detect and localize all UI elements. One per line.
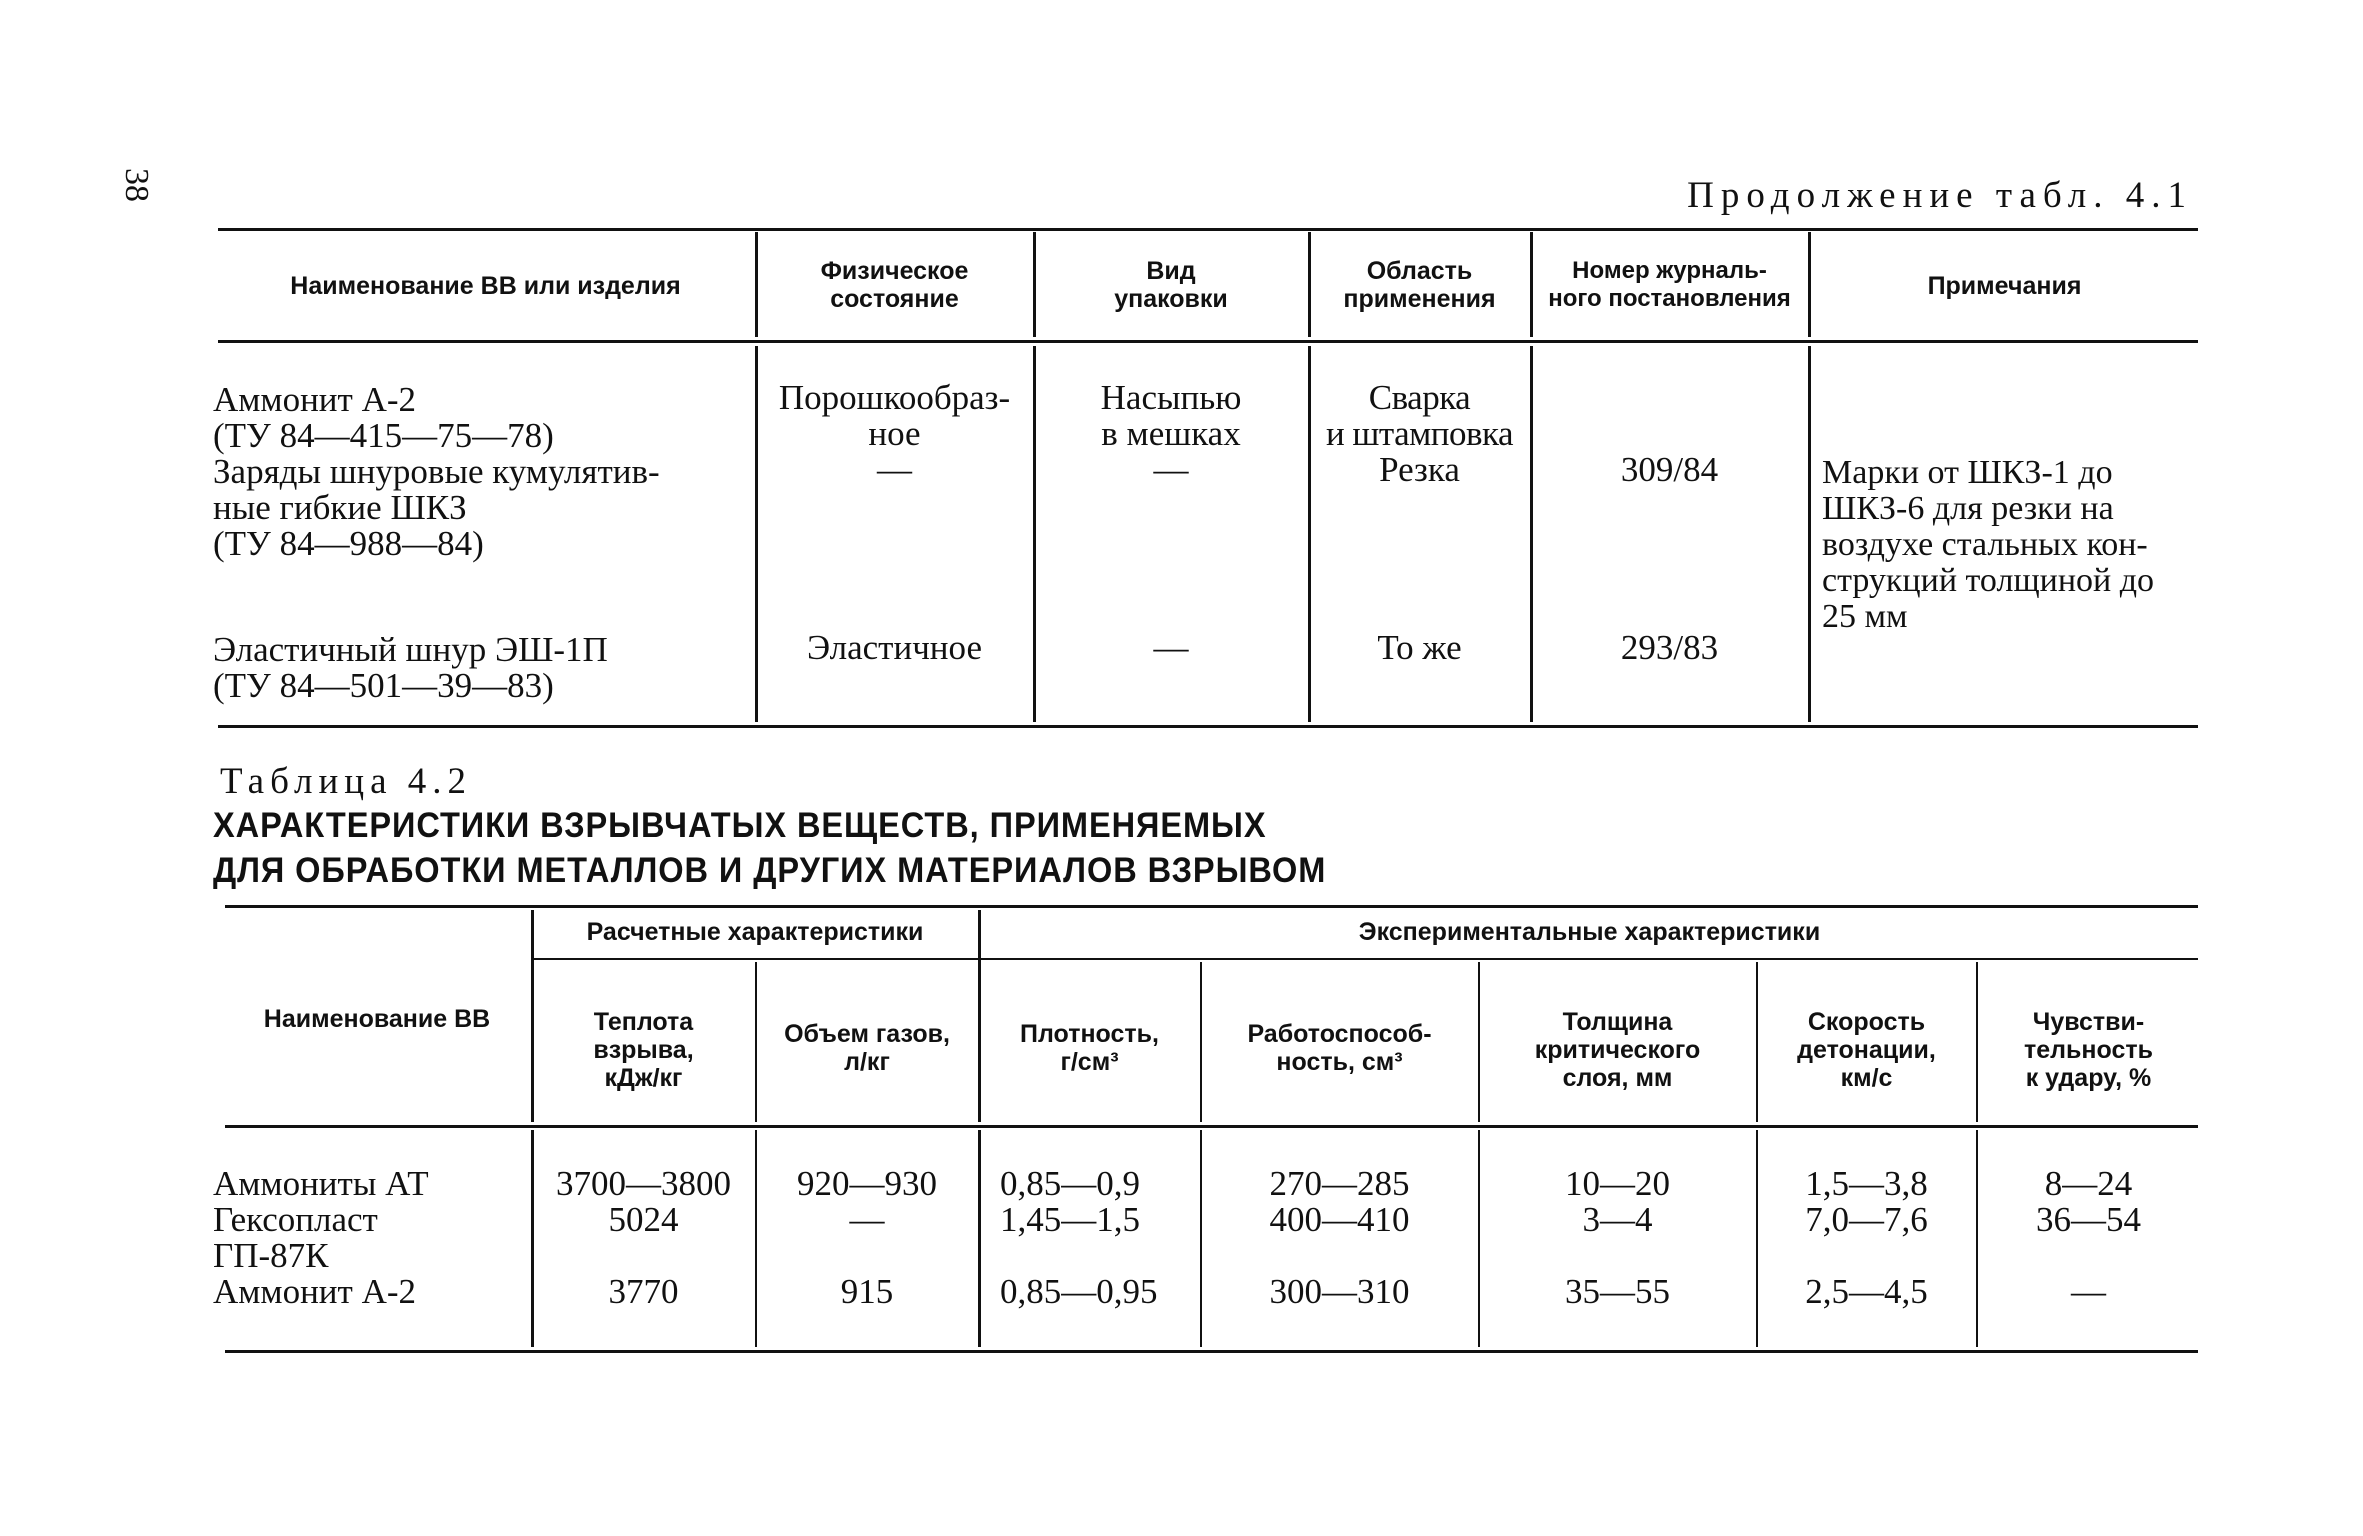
header-critical-layer: Толщина критического слоя, мм	[1534, 1008, 1701, 1092]
col-divider	[978, 1130, 981, 1347]
header-journal-number	[1533, 257, 1806, 313]
cell-work-capacity: 270—285	[1269, 1164, 1410, 1203]
cell-packaging: Насыпью в мешках	[1100, 378, 1242, 453]
cell-notes: Марки от ШКЗ-1 до ШКЗ-6 для резки на воздухе стальных кон- струкций толщиной до 25 мм	[1822, 454, 2155, 635]
table-caption: Таблица 4.2	[220, 761, 472, 802]
cell-explosion-heat: 3770	[608, 1272, 679, 1311]
table-top-rule	[218, 228, 2198, 231]
cell-application-area: Резка	[1379, 450, 1460, 489]
col-divider	[1478, 962, 1480, 1122]
header-bottom-rule	[225, 1125, 2198, 1128]
col-divider	[1976, 1130, 1978, 1347]
col-divider	[1478, 1130, 1480, 1347]
cell-detonation-speed: 2,5—4,5	[1805, 1272, 1928, 1311]
cell-work-capacity: 400—410	[1269, 1200, 1410, 1239]
cell-name: Аммониты АТ	[213, 1164, 429, 1203]
cell-name: Аммонит А-2 (ТУ 84—415—75—78)	[213, 380, 554, 455]
cell-physical-state: Порошкообраз- ное	[778, 378, 1011, 453]
page-number: 38	[118, 168, 155, 202]
cell-application-area: То же	[1377, 628, 1462, 667]
cell-critical-layer: 3—4	[1582, 1200, 1653, 1239]
cell-gas-volume: 915	[840, 1272, 894, 1311]
cell-impact-sensitivity: 36—54	[2036, 1200, 2141, 1239]
header-physical-state	[758, 257, 1031, 313]
cell-detonation-speed: 1,5—3,8	[1805, 1164, 1928, 1203]
table-continuation-label: Продолжение табл. 4.1	[1687, 175, 2193, 216]
header-line: Номер журналь-	[1572, 257, 1767, 284]
cell-gas-volume: —	[849, 1200, 885, 1239]
table-title-line-2: ДЛЯ ОБРАБОТКИ МЕТАЛЛОВ И ДРУГИХ МАТЕРИАЛОВ ВЗРЫВОМ	[213, 851, 1327, 890]
header-gas-volume: Объем газов, л/кг	[784, 1020, 950, 1076]
header-application-area	[1311, 257, 1528, 313]
col-divider	[755, 962, 757, 1122]
cell-density: 0,85—0,95	[1000, 1272, 1158, 1311]
cell-impact-sensitivity: —	[2071, 1272, 2106, 1311]
header-name: Наименование ВВ	[263, 1005, 491, 1033]
cell-critical-layer: 35—55	[1565, 1272, 1670, 1311]
header-line: применения	[1343, 285, 1496, 313]
cell-packaging: —	[1153, 450, 1189, 489]
table-bottom-rule	[218, 725, 2198, 728]
table-bottom-rule	[225, 1350, 2198, 1353]
header-calculated-group: Расчетные характеристики	[586, 918, 924, 946]
cell-name: Заряды шнуровые кумулятив- ные гибкие ШКЗ (ТУ 84—988—84)	[213, 452, 660, 563]
header-density: Плотность, г/см³	[1020, 1020, 1159, 1076]
cell-name: Эластичный шнур ЭШ-1П (ТУ 84—501—39—83)	[213, 630, 608, 705]
header-line: упаковки	[1114, 285, 1228, 313]
table-top-rule	[225, 905, 2198, 908]
group-header-rule	[531, 958, 2198, 960]
header-packaging	[1036, 257, 1306, 313]
cell-detonation-speed: 7,0—7,6	[1805, 1200, 1928, 1239]
header-name: Наименование ВВ или изделия	[290, 272, 681, 300]
cell-critical-layer: 10—20	[1565, 1164, 1670, 1203]
col-divider	[1976, 962, 1978, 1122]
header-impact-sensitivity: Чувстви- тельность к удару, %	[2024, 1008, 2153, 1092]
col-divider	[1200, 1130, 1202, 1347]
header-work-capacity: Работоспособ- ность, см³	[1247, 1020, 1432, 1076]
header-line: Физическое	[820, 257, 969, 285]
header-bottom-rule	[218, 340, 2198, 343]
cell-work-capacity: 300—310	[1269, 1272, 1410, 1311]
cell-application-area: Сварка и штамповка	[1325, 378, 1514, 453]
table-title-line-1: ХАРАКТЕРИСТИКИ ВЗРЫВЧАТЫХ ВЕЩЕСТВ, ПРИМЕНЯЕМЫХ	[213, 806, 1267, 845]
cell-name: Гексопласт ГП-87К	[213, 1200, 378, 1275]
cell-explosion-heat: 3700—3800	[556, 1164, 731, 1203]
header-detonation-speed: Скорость детонации, км/с	[1797, 1008, 1936, 1092]
cell-journal-number: 309/84	[1620, 450, 1719, 489]
col-divider	[755, 1130, 757, 1347]
col-divider	[531, 1130, 534, 1347]
cell-name: Аммонит А-2	[213, 1272, 417, 1311]
header-explosion-heat: Теплота взрыва, кДж/кг	[593, 1008, 694, 1092]
header-line: ного постановления	[1548, 285, 1791, 312]
cell-explosion-heat: 5024	[608, 1200, 679, 1239]
cell-physical-state: —	[877, 450, 912, 489]
header-notes: Примечания	[1927, 272, 2082, 300]
cell-density: 0,85—0,9	[1000, 1164, 1140, 1203]
col-divider	[1756, 962, 1758, 1122]
cell-journal-number: 293/83	[1620, 628, 1719, 667]
header-line: состояние	[830, 285, 959, 313]
cell-density: 1,45—1,5	[1000, 1200, 1140, 1239]
cell-impact-sensitivity: 8—24	[2044, 1164, 2133, 1203]
cell-physical-state: Эластичное	[807, 628, 982, 667]
header-experimental-group: Экспериментальные характеристики	[1358, 918, 1821, 946]
cell-packaging: —	[1153, 628, 1189, 667]
col-divider	[1200, 962, 1202, 1122]
header-line: Вид	[1146, 257, 1196, 285]
header-line: Область	[1366, 257, 1473, 285]
col-divider	[1756, 1130, 1758, 1347]
cell-gas-volume: 920—930	[797, 1164, 937, 1203]
col-divider	[1808, 346, 1811, 722]
